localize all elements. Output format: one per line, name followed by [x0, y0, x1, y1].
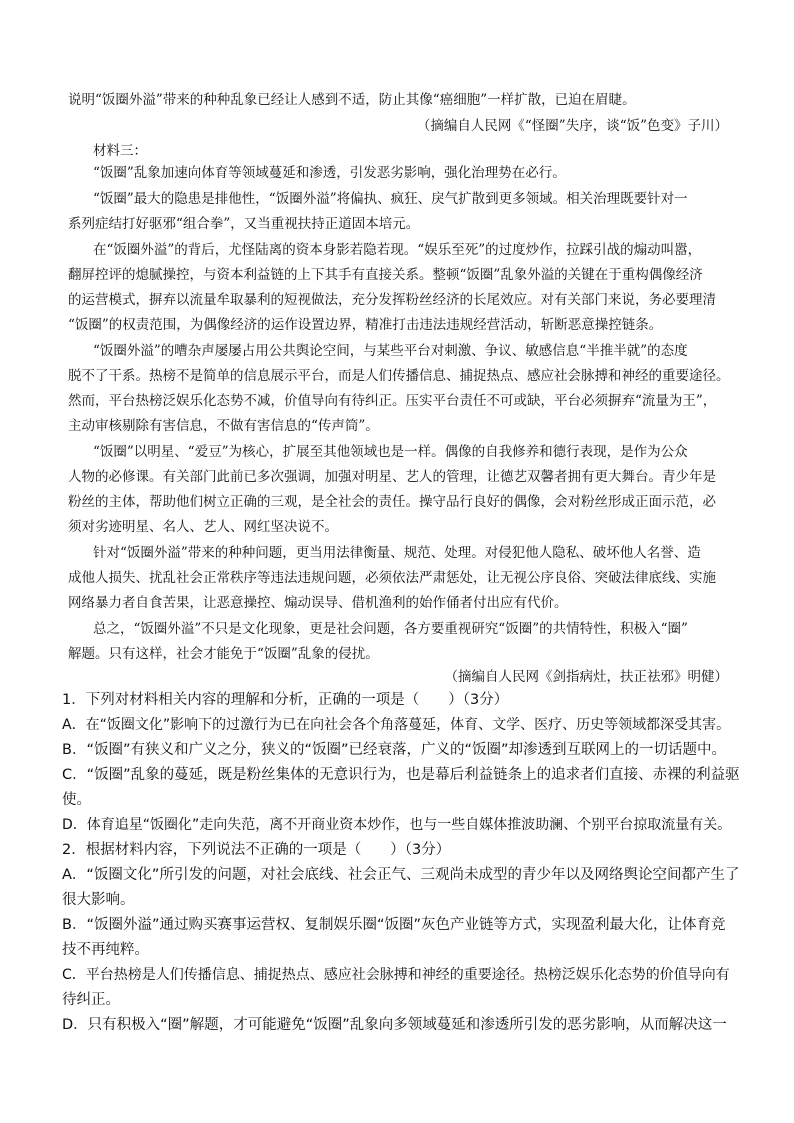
body-line: 解题。只有这样，社会才能免于“饭圈”乱象的侵扰。	[68, 646, 379, 662]
body-line: 翻屏控评的熄腻操控，与资本利益链的上下其手有直接关系。整顿“饭圈”乱象外溢的关键在于重构偶像经济	[68, 267, 703, 283]
question-option: 待纠正。	[62, 992, 120, 1008]
question-option: A．“饭圈文化”所引发的问题，对社会底线、社会正气、三观尚未成型的青少年以及网络舆论空间都产生了	[62, 867, 740, 883]
question-option: D．体育追星“饭圈化”走向失范，离不开商业资本炒作，也与一些自媒体推波助澜、个别平台掠取流量有关。	[62, 817, 732, 833]
question-option: C．平台热榜是人们传播信息、捕捉热点、感应社会脉搏和神经的重要途径。热榜泛娱乐化态势的价值导向有	[62, 967, 730, 983]
body-line: 针对“饭圈外溢”带来的种种问题，更当用法律衡量、规范、处理。对侵犯他人隐私、破坏他人名誉、造	[93, 545, 701, 561]
question-option: A．在“饭圈文化”影响下的过激行为已在向社会各个角落蔓延，体育、文学、医疗、历史等领域都深受其害。	[62, 717, 731, 733]
question-option: C．“饭圈”乱象的蔓延，既是粉丝集体的无意识行为，也是幕后利益链条上的追求者们直接、赤裸的利益驱	[62, 767, 740, 783]
question-stem: 2．根据材料内容，下列说法不正确的一项是（ ）（3分）	[62, 842, 451, 858]
body-line: “饭圈”乱象加速向体育等领域蔓延和渗透，引发恶劣影响，强化治理势在必行。	[93, 165, 566, 181]
body-line: “饭圈”最大的隐患是排他性，“饭圈外溢”将偏执、疯狂、戾气扩散到更多领域。相关治理既要针对一	[93, 191, 688, 207]
body-line: 系列症结打好驱邪“组合拳”，又当重视扶持正道固本培元。	[68, 216, 420, 232]
source-citation: （摘编自人民网《剑指病灶，扶正祛邪》明健）	[444, 669, 728, 685]
body-line: 须对劣迹明星、名人、艺人、网红坚决说不。	[68, 519, 338, 535]
question-option: D．只有积极入“圈”解题，才可能避免“饭圈”乱象向多领域蔓延和渗透所引发的恶劣影响，从而解决这一	[62, 1017, 727, 1033]
body-line: “饭圈”以明星、“爱豆”为核心，扩展至其他领域也是一样。偶像的自我修养和德行表现，是作为公众	[93, 444, 688, 460]
body-line: 在“饭圈外溢”的背后，尤怪陆离的资本身影若隐若现。“娱乐至死”的过度炒作，拉踩引战的煽动叫嚣，	[93, 242, 702, 258]
body-line: 的运营模式，摒弃以流量牟取暴利的短视做法，充分发挥粉丝经济的长尾效应。对有关部门来说，务必要理清	[68, 292, 716, 308]
body-line: “饭圈”的权责范围，为偶像经济的运作设置边界，精准打击违法违规经营活动，斩断恶意操控链条。	[68, 317, 663, 333]
body-line: 主动审核剔除有害信息，不做有害信息的“传声筒”。	[68, 418, 379, 434]
body-line: 说明“饭圈外溢”带来的种种乱象已经让人感到不适，防止其像“癌细胞”一样扩散，已迫在眉睫。	[68, 92, 636, 108]
question-option: 技不再纯粹。	[62, 942, 149, 958]
question-option: 很大影响。	[62, 892, 135, 908]
question-option: B．“饭圈外溢”通过购买赛事运营权、复制娱乐圈“饭圈”灰色产业链等方式，实现盈利最大化，让体育竞	[62, 917, 726, 933]
body-line: 脱不了干系。热榜不是简单的信息展示平台，而是人们传播信息、捕捉热点、感应社会脉搏和神经的重要途径。	[68, 368, 730, 384]
body-line: 人物的必修课。有关部门此前已多次强调，加强对明星、艺人的管理，让德艺双馨者拥有更大舞台。青少年是	[68, 469, 716, 485]
body-line: 总之，“饭圈外溢”不只是文化现象，更是社会问题，各方要重视研究“饭圈”的共情特性，积极入“圈”	[93, 621, 688, 637]
body-line: 粉丝的主体，帮助他们树立正确的三观，是全社会的责任。操守品行良好的偶像，会对粉丝形成正面示范，必	[68, 494, 716, 510]
body-line: 成他人损失、扰乱社会正常秩序等违法违规问题，必须依法严肃惩处，让无视公序良俗、突破法律底线、实施	[68, 570, 716, 586]
source-citation: （摘编自人民网《“怪圈”失序，谈“饭”色变》子川）	[416, 118, 728, 134]
body-line: 然而，平台热榜泛娱乐化态势不减，价值导向有待纠正。压实平台责任不可或缺，平台必须摒弃“流量为王”，	[68, 393, 717, 409]
section-heading: 材料三：	[93, 143, 147, 159]
question-option: B．“饭圈”有狭义和广义之分，狭义的“饭圈”已经衰落，广义的“饭圈”却渗透到互联网上的一切话题中。	[62, 742, 727, 758]
question-option: 使。	[62, 792, 91, 808]
body-line: 网络暴力者自食苦果，让恶意操控、煽动误导、借机渔利的始作俑者付出应有代价。	[68, 595, 568, 611]
body-line: “饭圈外溢”的嘈杂声屡屡占用公共舆论空间，与某些平台对刺激、争议、敏感信息“半推半就”的态度	[93, 343, 688, 359]
question-stem: 1．下列对材料相关内容的理解和分析，正确的一项是（ ）（3分）	[62, 692, 509, 708]
